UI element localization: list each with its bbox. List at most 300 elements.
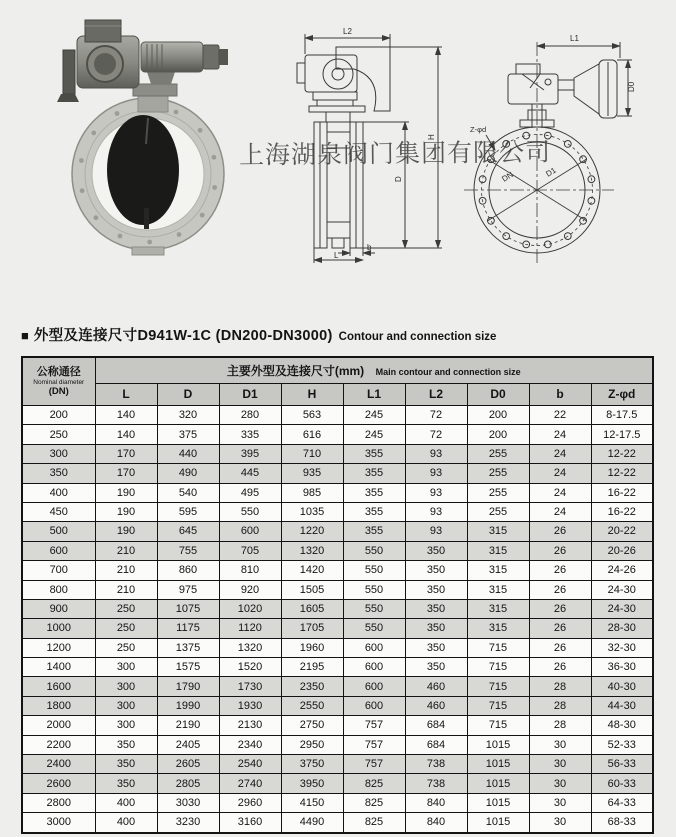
rim-bolt-dot [91, 131, 96, 136]
dimension-cell: 738 [405, 755, 467, 774]
dimension-cell: 72 [405, 406, 467, 425]
dimension-cell: 1075 [157, 599, 219, 618]
dimension-cell: 350 [405, 658, 467, 677]
dimension-cell: 26 [529, 580, 591, 599]
dn-cell: 3000 [22, 813, 95, 833]
dim-label-h: H [427, 134, 436, 140]
dimension-cell: 26 [529, 541, 591, 560]
dimension-cell: 1320 [219, 638, 281, 657]
dimension-cell: 2190 [157, 716, 219, 735]
dimension-cell: 705 [219, 541, 281, 560]
dimension-cell: 28-30 [591, 619, 653, 638]
dimension-cell: 920 [219, 580, 281, 599]
dimension-cell: 840 [405, 793, 467, 812]
table-row [22, 502, 653, 521]
table-row [22, 406, 653, 425]
actuator-outline [508, 74, 558, 104]
dimension-cell: 550 [343, 541, 405, 560]
dimension-cell: 30 [529, 774, 591, 793]
dimension-cell: 20-26 [591, 541, 653, 560]
dimension-cell: 190 [95, 522, 157, 541]
dimension-cell: 350 [95, 735, 157, 754]
dimension-cell: 2130 [219, 716, 281, 735]
dimension-cell: 825 [343, 793, 405, 812]
dimension-cell: 44-30 [591, 696, 653, 715]
dim-label-dn: DN [500, 169, 515, 184]
table-body [22, 406, 653, 833]
dimension-cell: 550 [219, 502, 281, 521]
dimension-cell: 600 [343, 677, 405, 696]
dimension-cell: 300 [95, 696, 157, 715]
table-row [22, 599, 653, 618]
table-row [22, 464, 653, 483]
column-header-l1: L1 [343, 384, 405, 406]
column-header-h: H [281, 384, 343, 406]
dimension-cell: 495 [219, 483, 281, 502]
dimension-cell: 28 [529, 696, 591, 715]
dimension-cell: 1120 [219, 619, 281, 638]
dimension-cell: 315 [467, 580, 529, 599]
motor-face-inner [94, 53, 116, 75]
dimension-cell: 255 [467, 464, 529, 483]
column-header-d1: D1 [219, 384, 281, 406]
dn-cell: 1600 [22, 677, 95, 696]
dimension-cell: 2340 [219, 735, 281, 754]
dimension-cell: 2550 [281, 696, 343, 715]
dimension-cell: 645 [157, 522, 219, 541]
dimension-cell: 140 [95, 425, 157, 444]
dimension-cell: 350 [95, 755, 157, 774]
dimension-cell: 1220 [281, 522, 343, 541]
dimension-cell: 250 [95, 619, 157, 638]
dimension-cell: 40-30 [591, 677, 653, 696]
dimension-table [21, 356, 654, 834]
dimension-cell: 140 [95, 406, 157, 425]
dimension-cell: 350 [405, 580, 467, 599]
dimension-cell: 315 [467, 619, 529, 638]
valve-disc [107, 115, 179, 225]
dimension-cell: 350 [405, 561, 467, 580]
dimension-cell: 350 [405, 599, 467, 618]
dimension-cell: 48-30 [591, 716, 653, 735]
dim-label-l2: L2 [343, 27, 352, 36]
dimension-cell: 3030 [157, 793, 219, 812]
dimension-cell: 16-22 [591, 502, 653, 521]
dimension-cell: 563 [281, 406, 343, 425]
table-row [22, 813, 653, 833]
table-row [22, 425, 653, 444]
mounting-flange [133, 84, 177, 96]
dn-cell: 1800 [22, 696, 95, 715]
table-row [22, 658, 653, 677]
end-knob [219, 49, 228, 65]
dimension-cell: 440 [157, 444, 219, 463]
dimension-cell: 250 [95, 599, 157, 618]
dimension-cell: 840 [405, 813, 467, 833]
dimension-cell: 210 [95, 561, 157, 580]
dimension-cell: 350 [95, 774, 157, 793]
rim-bolt-dot [94, 215, 99, 220]
rim-bolt-dot [198, 128, 203, 133]
dn-cell: 500 [22, 522, 95, 541]
dimension-cell: 26 [529, 658, 591, 677]
dimension-cell: 595 [157, 502, 219, 521]
dimension-cell: 30 [529, 813, 591, 833]
dimension-cell: 975 [157, 580, 219, 599]
dimension-cell: 738 [405, 774, 467, 793]
table-row [22, 793, 653, 812]
dn-cell: 2800 [22, 793, 95, 812]
dimension-cell: 550 [343, 599, 405, 618]
actuator-neck [138, 94, 168, 112]
dimension-cell: 250 [95, 638, 157, 657]
dimension-cell: 52-33 [591, 735, 653, 754]
table-row [22, 716, 653, 735]
dimension-cell: 300 [95, 658, 157, 677]
dimension-cell: 255 [467, 502, 529, 521]
column-header-d: D [157, 384, 219, 406]
group-header [95, 357, 653, 384]
disc-pin [144, 208, 149, 229]
dn-cell: 1000 [22, 619, 95, 638]
table-row [22, 638, 653, 657]
rim-bolt-dot [177, 232, 182, 237]
dimension-cell: 255 [467, 444, 529, 463]
dimension-cell: 12-17.5 [591, 425, 653, 444]
dn-cell: 350 [22, 464, 95, 483]
dimension-cell: 32-30 [591, 638, 653, 657]
bottom-lug [132, 247, 164, 255]
table-row [22, 541, 653, 560]
side-plate [63, 50, 75, 94]
dimension-cell: 860 [157, 561, 219, 580]
dimension-cell: 1015 [467, 813, 529, 833]
dimension-cell: 26 [529, 561, 591, 580]
dimension-cell: 355 [343, 522, 405, 541]
dimension-cell: 757 [343, 755, 405, 774]
dn-cell: 700 [22, 561, 95, 580]
dimension-cell: 355 [343, 502, 405, 521]
dimension-cell: 3230 [157, 813, 219, 833]
dn-cell: 450 [22, 502, 95, 521]
dimension-cell: 1575 [157, 658, 219, 677]
nominal-diameter-header [22, 357, 95, 406]
dimension-cell: 550 [343, 561, 405, 580]
dimension-cell: 1505 [281, 580, 343, 599]
nominal-header-zh: 公称通径 [36, 365, 81, 378]
dimension-cell: 245 [343, 406, 405, 425]
dimension-cell: 684 [405, 716, 467, 735]
dn-cell: 900 [22, 599, 95, 618]
dimension-cell: 825 [343, 813, 405, 833]
dn-cell: 2000 [22, 716, 95, 735]
dimension-cell: 350 [405, 541, 467, 560]
dimension-cell: 1375 [157, 638, 219, 657]
dimension-cell: 190 [95, 483, 157, 502]
column-header-l: L [95, 384, 157, 406]
dimension-cell: 350 [405, 619, 467, 638]
dimension-cell: 2805 [157, 774, 219, 793]
dimension-cell: 72 [405, 425, 467, 444]
dimension-cell: 200 [467, 406, 529, 425]
table-row [22, 483, 653, 502]
dimension-cell: 2960 [219, 793, 281, 812]
nominal-header-en: Nominal diameter [33, 378, 85, 386]
dimension-cell: 315 [467, 599, 529, 618]
dimension-cell: 400 [95, 813, 157, 833]
dimension-cell: 8-17.5 [591, 406, 653, 425]
heading-title-zh: 外型及连接尺寸D941W-1C (DN200-DN3000) [33, 328, 333, 344]
dimension-cell: 1930 [219, 696, 281, 715]
dn-cell: 300 [22, 444, 95, 463]
table-row [22, 580, 653, 599]
dimension-cell: 22 [529, 406, 591, 425]
dimension-cell: 445 [219, 464, 281, 483]
column-header-row [22, 384, 653, 406]
dimension-cell: 20-22 [591, 522, 653, 541]
column-header-d0: D0 [467, 384, 529, 406]
table-row [22, 522, 653, 541]
dimension-cell: 26 [529, 599, 591, 618]
cylinder-cap [203, 45, 219, 69]
dimension-cell: 16-22 [591, 483, 653, 502]
rim-bolt-dot [174, 110, 179, 115]
dimension-cell: 210 [95, 580, 157, 599]
table-row [22, 735, 653, 754]
dimension-cell: 400 [95, 793, 157, 812]
dimension-cell: 24 [529, 483, 591, 502]
dimension-cell: 600 [343, 658, 405, 677]
column-header-zd: Z-φd [591, 384, 653, 406]
rim-bolt-dot [212, 155, 217, 160]
dimension-cell: 1605 [281, 599, 343, 618]
dimension-cell: 616 [281, 425, 343, 444]
dimension-cell: 24 [529, 502, 591, 521]
dimension-cell: 1015 [467, 735, 529, 754]
dimension-cell: 24-30 [591, 599, 653, 618]
dimension-cell: 1015 [467, 774, 529, 793]
dimension-cell: 26 [529, 619, 591, 638]
dn-cell: 800 [22, 580, 95, 599]
dn-cell: 200 [22, 406, 95, 425]
dn-cell: 1400 [22, 658, 95, 677]
dimension-cell: 1320 [281, 541, 343, 560]
rim-bolt-dot [79, 158, 84, 163]
dimension-cell: 715 [467, 716, 529, 735]
dimension-cell: 26 [529, 522, 591, 541]
dim-label-z-d: Z-φd [470, 125, 487, 134]
dimension-cell: 12-22 [591, 464, 653, 483]
dimension-cell: 36-30 [591, 658, 653, 677]
dimension-cell: 255 [467, 483, 529, 502]
dimension-cell: 93 [405, 522, 467, 541]
dimension-cell: 825 [343, 774, 405, 793]
side-plate-foot [57, 94, 79, 102]
table-row [22, 677, 653, 696]
valve-photo [55, 18, 235, 256]
dimension-cell: 355 [343, 444, 405, 463]
dimension-cell: 3950 [281, 774, 343, 793]
column-header-l2: L2 [405, 384, 467, 406]
dimension-cell: 1705 [281, 619, 343, 638]
dimension-cell: 757 [343, 735, 405, 754]
dimension-cell: 190 [95, 502, 157, 521]
dimension-cell: 315 [467, 541, 529, 560]
column-header-b: b [529, 384, 591, 406]
rim-bolt-dot [200, 213, 205, 218]
dimension-cell: 935 [281, 464, 343, 483]
dimension-cell: 460 [405, 696, 467, 715]
dimension-cell: 315 [467, 561, 529, 580]
dim-label-l1: L1 [570, 34, 579, 43]
dimension-cell: 2740 [219, 774, 281, 793]
bolt-hole [588, 197, 595, 204]
dimension-cell: 540 [157, 483, 219, 502]
dimension-cell: 2540 [219, 755, 281, 774]
dimension-cell: 600 [343, 638, 405, 657]
dimension-cell: 93 [405, 502, 467, 521]
dimension-cell: 715 [467, 658, 529, 677]
heading-bullet-icon: ■ [21, 328, 29, 343]
dimension-cell: 1015 [467, 793, 529, 812]
dimension-cell: 3160 [219, 813, 281, 833]
dimension-cell: 315 [467, 522, 529, 541]
dimension-cell: 300 [95, 716, 157, 735]
group-header-en: Main contour and connection size [375, 366, 521, 377]
dimension-cell: 280 [219, 406, 281, 425]
table-row [22, 696, 653, 715]
dimension-cell: 64-33 [591, 793, 653, 812]
dimension-cell: 93 [405, 483, 467, 502]
dimension-cell: 2195 [281, 658, 343, 677]
table-row [22, 774, 653, 793]
dimension-cell: 335 [219, 425, 281, 444]
bolt-hole [479, 176, 486, 183]
bolt-hole [503, 233, 510, 240]
dimension-cell: 375 [157, 425, 219, 444]
dimension-cell: 1790 [157, 677, 219, 696]
bolt-hole [544, 241, 551, 248]
dimension-cell: 1175 [157, 619, 219, 638]
dimension-cell: 170 [95, 464, 157, 483]
section-heading [21, 324, 496, 345]
dn-cell: 2600 [22, 774, 95, 793]
dimension-cell: 2405 [157, 735, 219, 754]
dimension-cell: 300 [95, 677, 157, 696]
dimension-cell: 395 [219, 444, 281, 463]
handwheel-cone [574, 64, 599, 114]
dimension-cell: 4490 [281, 813, 343, 833]
dimension-cell: 24-26 [591, 561, 653, 580]
dimension-cell: 2605 [157, 755, 219, 774]
dimension-cell: 757 [343, 716, 405, 735]
terminal-box [85, 20, 121, 42]
dimension-cell: 715 [467, 677, 529, 696]
dimension-cell: 26 [529, 638, 591, 657]
dimension-cell: 170 [95, 444, 157, 463]
dimension-cell: 1015 [467, 755, 529, 774]
dimension-cell: 28 [529, 716, 591, 735]
dim-label-d1: D1 [544, 165, 558, 179]
dimension-cell: 715 [467, 638, 529, 657]
dimension-cell: 1730 [219, 677, 281, 696]
dimension-cell: 320 [157, 406, 219, 425]
nominal-header-unit: (DN) [48, 385, 69, 397]
dimension-cell: 1960 [281, 638, 343, 657]
dn-cell: 2400 [22, 755, 95, 774]
dimension-cell: 600 [219, 522, 281, 541]
rim-bolt-dot [115, 111, 120, 116]
dimension-cell: 985 [281, 483, 343, 502]
dimension-cell: 490 [157, 464, 219, 483]
table-row [22, 561, 653, 580]
dim-label-d: D [394, 176, 403, 182]
dimension-cell: 1420 [281, 561, 343, 580]
dimension-cell: 24 [529, 444, 591, 463]
dimension-cell: 2750 [281, 716, 343, 735]
dimension-cell: 12-22 [591, 444, 653, 463]
dimension-cell: 755 [157, 541, 219, 560]
dimension-cell: 24 [529, 464, 591, 483]
dim-label-l: L [334, 251, 339, 260]
table-row [22, 444, 653, 463]
dimension-cell: 710 [281, 444, 343, 463]
dimension-cell: 4150 [281, 793, 343, 812]
dimension-cell: 28 [529, 677, 591, 696]
dimension-cell: 245 [343, 425, 405, 444]
rim-bolt-dot [80, 188, 85, 193]
dimension-cell: 2950 [281, 735, 343, 754]
dimension-cell: 2350 [281, 677, 343, 696]
dn-cell: 2200 [22, 735, 95, 754]
dimension-cell: 810 [219, 561, 281, 580]
dn-cell: 1200 [22, 638, 95, 657]
dimension-cell: 550 [343, 619, 405, 638]
table-row [22, 619, 653, 638]
dimension-cell: 350 [405, 638, 467, 657]
dimension-cell: 355 [343, 464, 405, 483]
group-header-zh: 主要外型及连接尺寸(mm) [226, 363, 365, 378]
company-watermark: 上海湖泉阀门集团有限公司 [238, 139, 552, 170]
dimension-cell: 93 [405, 464, 467, 483]
dim-label-b: b [367, 243, 372, 252]
rim-bolt-dot [147, 240, 152, 245]
dimension-cell: 1990 [157, 696, 219, 715]
rim-bolt-dot [212, 185, 217, 190]
actuator-cylinder [141, 42, 203, 72]
dimension-cell: 210 [95, 541, 157, 560]
dimension-cell: 600 [343, 696, 405, 715]
dimension-cell: 1520 [219, 658, 281, 677]
heading-title-en: Contour and connection size [338, 331, 497, 343]
dn-cell: 600 [22, 541, 95, 560]
dimension-cell: 30 [529, 755, 591, 774]
dimension-cell: 684 [405, 735, 467, 754]
dimension-cell: 24 [529, 425, 591, 444]
dimension-cell: 200 [467, 425, 529, 444]
dimension-cell: 715 [467, 696, 529, 715]
dim-label-d0: D0 [627, 81, 636, 92]
dn-cell: 400 [22, 483, 95, 502]
dimension-cell: 3750 [281, 755, 343, 774]
dimension-cell: 30 [529, 793, 591, 812]
table-row [22, 755, 653, 774]
dimension-cell: 460 [405, 677, 467, 696]
dn-cell: 250 [22, 425, 95, 444]
dimension-cell: 550 [343, 580, 405, 599]
electric-actuator [57, 20, 228, 112]
rim-bolt-dot [118, 234, 123, 239]
